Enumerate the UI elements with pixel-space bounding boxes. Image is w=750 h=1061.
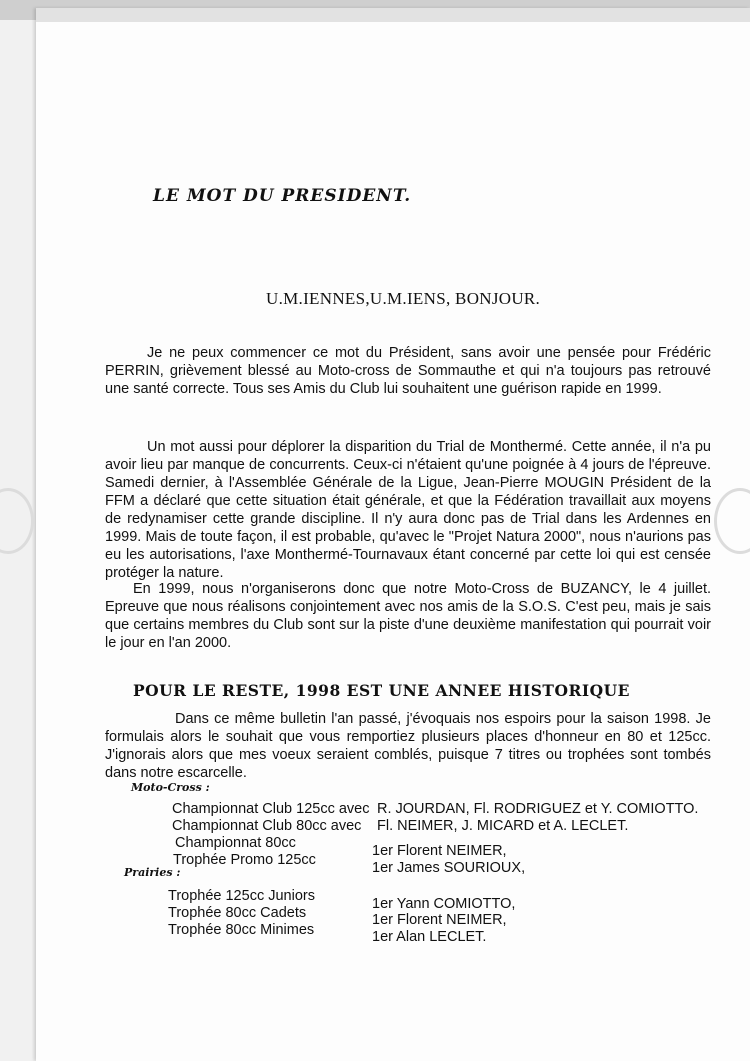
motocross-title-3: Championnat 80cc bbox=[175, 835, 296, 851]
paragraph-3 bbox=[105, 580, 711, 652]
paragraph-4-text: Dans ce même bulletin l'an passé, j'évoquais nos espoirs pour la saison 1998. Je formulais alors le souhait que vous remportiez plusieurs places d'honneur en 80 et 125cc. J'ignorais alors que mes voeux seraient comblés, puisque 7 titres ou trophées sont tombés dans notre escarcelle. bbox=[105, 711, 711, 781]
prairies-winners-3: 1er Alan LECLET. bbox=[372, 929, 487, 945]
motocross-winners-3: 1er Florent NEIMER, bbox=[372, 843, 507, 859]
paragraph-1-text: Je ne peux commencer ce mot du Président, sans avoir une pensée pour Frédéric PERRIN, grièvement blessé au Moto-cross de Sommauthe et qui n'a toujours pas retrouvé une santé correcte. Tous ses Amis du Club lui souhaitent une guérison rapide en 1999. bbox=[105, 345, 711, 397]
page-title: LE MOT DU PRESIDENT. bbox=[153, 186, 412, 206]
paragraph-2-text: Un mot aussi pour déplorer la disparition du Trial de Monthermé. Cette année, il n'a pu avoir lieu par manque de concurrents. Ceux-ci n'étaient qu'une poignée à 4 jours de l'épreuve. Samedi dernier, à l'Assemblée Générale de la Ligue, Jean-Pierre MOUGIN Président de la FFM a déclaré que cette situation était générale, et que la Fédération travaillait aux moyens de redynamiser cette grande discipline. Il n'y aura donc pas de Trial dans les Ardennes en 1999. Mais de toute façon, il est probable, qu'avec le "Projet Natura 2000", nous n'aurions pas eu les autorisations, l'axe Monthermé-Tournavaux étant concerné par cette loi qui est censée protéger la nature. bbox=[105, 439, 711, 581]
motocross-title-2: Championnat Club 80cc avec bbox=[172, 818, 362, 834]
greeting: U.M.IENNES,U.M.IENS, BONJOUR. bbox=[266, 289, 541, 308]
prairies-title-1: Trophée 125cc Juniors bbox=[168, 888, 315, 904]
scan-shadow bbox=[36, 8, 750, 22]
paragraph-3-text: En 1999, nous n'organiserons donc que notre Moto-Cross de BUZANCY, le 4 juillet. Epreuve que nous réalisons conjointement avec nos amis de la S.O.S. C'est peu, mais je sais que certains membres du Club sont sur la piste d'une deuxième manifestation qui pourrait voir le jour en l'an 2000. bbox=[105, 581, 711, 651]
motocross-title-1: Championnat Club 125cc avec bbox=[172, 801, 370, 817]
motocross-title-4: Trophée Promo 125cc bbox=[173, 852, 316, 868]
watermark-logo-left bbox=[0, 488, 34, 554]
section-heading: POUR LE RESTE, 1998 EST UNE ANNEE HISTORIQUE bbox=[133, 681, 630, 700]
paragraph-2 bbox=[105, 438, 711, 582]
prairies-winners-1: 1er Yann COMIOTTO, bbox=[372, 896, 516, 912]
prairies-title-2: Trophée 80cc Cadets bbox=[168, 905, 307, 921]
motocross-winners-2: Fl. NEIMER, J. MICARD et A. LECLET. bbox=[377, 818, 629, 834]
motocross-label: Moto-Cross : bbox=[131, 781, 210, 794]
motocross-winners-4: 1er James SOURIOUX, bbox=[372, 860, 526, 876]
prairies-winners-2: 1er Florent NEIMER, bbox=[372, 912, 507, 928]
motocross-winners-1: R. JOURDAN, Fl. RODRIGUEZ et Y. COMIOTTO. bbox=[377, 801, 699, 817]
paragraph-4 bbox=[105, 710, 711, 782]
prairies-title-3: Trophée 80cc Minimes bbox=[168, 922, 315, 938]
paragraph-1 bbox=[105, 344, 711, 398]
prairies-label: Prairies : bbox=[124, 866, 181, 879]
